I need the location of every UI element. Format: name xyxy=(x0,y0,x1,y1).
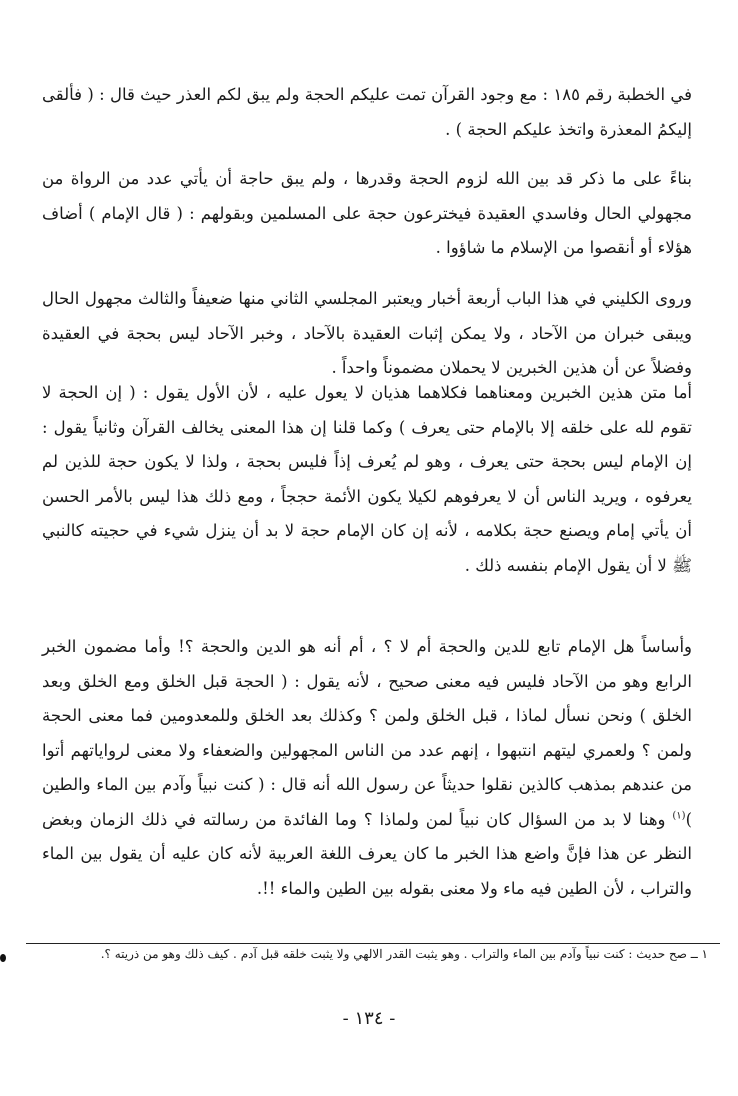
paragraph-5-continuation: وهنا لا بد من السؤال كان نبياً لمن ولماذا ؟ وما الفائدة من رسالته في ذلك الزمان وبغض النظر عن هذا فإنَّ واضع هذا الخبر ما كان يعرف اللغة العربية لأنه كان عليه أن يقول بين الماء والتراب ، لأن الطين فيه ماء ولا معنى بقوله بين الطين والماء !!. xyxy=(42,809,692,898)
page-number: - ١٣٤ - xyxy=(342,1008,396,1029)
paragraph-2: بناءً على ما ذكر قد بين الله لزوم الحجة وقدرها ، ولم يبق حاجة أن يأتي عدد من الرواة من مجهولي الحال وفاسدي العقيدة فيخترعون حجة على المسلمين وبقولهم : ( قال الإمام ) أضاف هؤلاء أو أنقصوا من الإسلام ما شاؤوا . xyxy=(42,169,692,257)
paragraph-1: في الخطبة رقم ١٨٥ : مع وجود القرآن تمت عليكم الحجة ولم يبق لكم العذر حيث قال : ( فألقى إليكمُ المعذرة واتخذ عليكم الحجة ) . xyxy=(42,85,692,139)
footnote-reference: (١) xyxy=(672,810,686,821)
page-edge-mark xyxy=(0,954,6,962)
paragraph-5 xyxy=(42,630,692,906)
paragraph-5-text: وأساساً هل الإمام تابع للدين والحجة أم لا ؟ ، أم أنه هو الدين والحجة ؟! وأما مضمون الخبر الرابع وهو من الآحاد فليس فيه معنى صحيح ، لأنه يقول : ( الحجة قبل الخلق ومع الخلق وبعد الخلق ) ونحن نسأل لماذا ، قبل الخلق ولمن ؟ وكذلك بعد الخلق وللمعدومين فما معنى الحجة ولمن ؟ ولعمري ليتهم انتبهوا ، إنهم عدد من الناس المجهولين والضعفاء ولا معنى لرواياتهم أتوا من عندهم بمذهب كالذين نقلوا حديثاً عن رسول الله أنه قال : ( كنت نبياً وآدم بين الماء والطين ) xyxy=(42,637,692,829)
paragraph-4: أما متن هذين الخبرين ومعناهما فكلاهما هذيان لا يعول عليه ، لأن الأول يقول : ( إن الحجة لا تقوم لله على خلقه إلا بالإمام حتى يعرف ) وكما قلنا إن هذا المعنى يخالف القرآن وثانياً يقول : إن الإمام ليس بحجة حتى يعرف ، وهو لم يُعرف إذاً فليس بحجة ، ولذا لا يكون حجة للذين لم يعرفوه ، ويريد الناس أن لا يعرفوهم لكيلا يكون الأئمة حججاً ، ومع ذلك هذا ليس بالأمر الحسن أن يأتي إمام ويصنع حجة بكلامه ، لأنه إن كان الإمام حجة لا بد أن ينزل شيء في حجيته كالنبي ﷺ لا أن يقول الإمام بنفسه ذلك . xyxy=(42,383,692,575)
paragraph-3: وروى الكليني في هذا الباب أربعة أخبار ويعتبر المجلسي الثاني منها ضعيفاً والثالث مجهول الحال ويبقى خبران من الآحاد ، ولا يمكن إثبات العقيدة بالآحاد ، وخبر الآحاد ليس بحجة في العقيدة وفضلاً عن أن هذين الخبرين لا يحملان مضموناً واحداً . xyxy=(42,289,692,377)
footnote: ١ ــ صح حديث : كنت نبياً وآدم بين الماء والتراب . وهو يثبت القدر الالهي ولا يثبت خلقه قبل آدم . كيف ذلك وهو من ذريته ؟. xyxy=(100,947,708,961)
